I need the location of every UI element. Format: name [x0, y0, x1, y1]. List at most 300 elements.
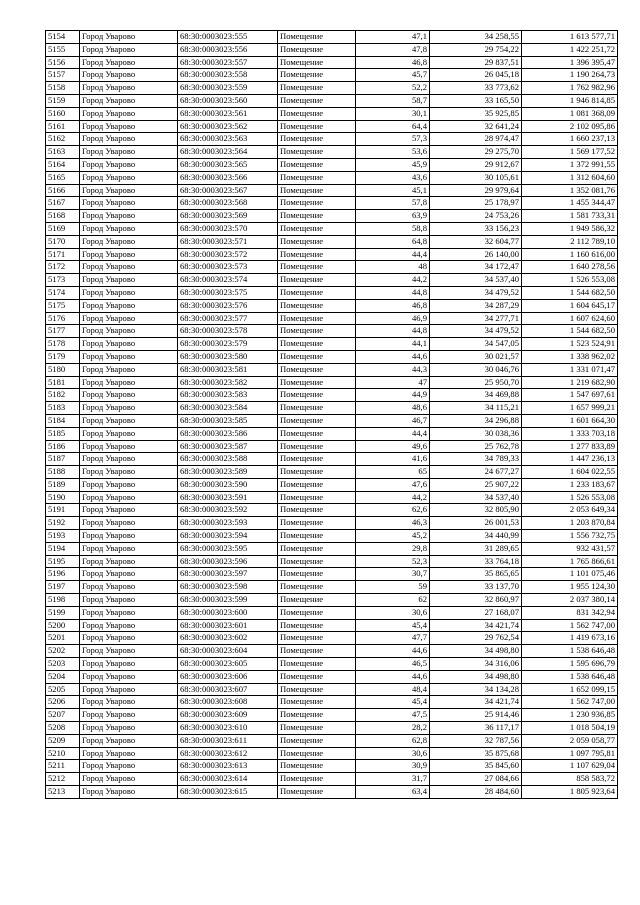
- table-row: [46, 696, 618, 709]
- specific-value-cell: 32 805,90: [430, 504, 522, 517]
- cadastral-number-cell: 68:30:0003023:581: [178, 363, 278, 376]
- object-type-cell: Помещение: [278, 517, 356, 530]
- area-cell: 44,1: [356, 338, 430, 351]
- object-type-cell: Помещение: [278, 120, 356, 133]
- object-type-cell: Помещение: [278, 274, 356, 287]
- area-cell: 45,9: [356, 158, 430, 171]
- cadastral-value-cell: 1 613 577,71: [522, 31, 618, 44]
- area-cell: 41,6: [356, 453, 430, 466]
- cadastral-value-cell: 1 160 616,00: [522, 248, 618, 261]
- object-type-cell: Помещение: [278, 235, 356, 248]
- object-type-cell: Помещение: [278, 594, 356, 607]
- area-cell: 30,1: [356, 107, 430, 120]
- specific-value-cell: 34 537,40: [430, 274, 522, 287]
- cadastral-number-cell: 68:30:0003023:576: [178, 299, 278, 312]
- row-number-cell: 5177: [46, 325, 80, 338]
- district-cell: Город Уварово: [80, 82, 178, 95]
- cadastral-number-cell: 68:30:0003023:571: [178, 235, 278, 248]
- cadastral-number-cell: 68:30:0003023:601: [178, 619, 278, 632]
- cadastral-value-cell: 1 547 697,61: [522, 389, 618, 402]
- table-row: [46, 325, 618, 338]
- district-cell: Город Уварово: [80, 555, 178, 568]
- cadastral-value-cell: 1 277 833,89: [522, 440, 618, 453]
- row-number-cell: 5176: [46, 312, 80, 325]
- object-type-cell: Помещение: [278, 786, 356, 799]
- table-row: [46, 69, 618, 82]
- area-cell: 44,6: [356, 645, 430, 658]
- district-cell: Город Уварово: [80, 235, 178, 248]
- district-cell: Город Уварово: [80, 69, 178, 82]
- table-body: [46, 31, 618, 799]
- area-cell: 48,6: [356, 402, 430, 415]
- cadastral-value-cell: 1 396 395,47: [522, 56, 618, 69]
- object-type-cell: Помещение: [278, 530, 356, 543]
- area-cell: 58,7: [356, 94, 430, 107]
- specific-value-cell: 29 979,64: [430, 184, 522, 197]
- row-number-cell: 5182: [46, 389, 80, 402]
- cadastral-value-cell: 1 601 664,30: [522, 414, 618, 427]
- cadastral-number-cell: 68:30:0003023:612: [178, 747, 278, 760]
- area-cell: 46,8: [356, 56, 430, 69]
- area-cell: 28,2: [356, 722, 430, 735]
- specific-value-cell: 35 865,65: [430, 568, 522, 581]
- object-type-cell: Помещение: [278, 773, 356, 786]
- cadastral-number-cell: 68:30:0003023:573: [178, 261, 278, 274]
- object-type-cell: Помещение: [278, 299, 356, 312]
- row-number-cell: 5189: [46, 478, 80, 491]
- cadastral-value-cell: 2 037 380,14: [522, 594, 618, 607]
- cadastral-number-cell: 68:30:0003023:578: [178, 325, 278, 338]
- row-number-cell: 5154: [46, 31, 80, 44]
- object-type-cell: Помещение: [278, 389, 356, 402]
- object-type-cell: Помещение: [278, 581, 356, 594]
- specific-value-cell: 24 677,27: [430, 466, 522, 479]
- specific-value-cell: 25 907,22: [430, 478, 522, 491]
- object-type-cell: Помещение: [278, 747, 356, 760]
- area-cell: 47,6: [356, 478, 430, 491]
- cadastral-value-cell: 2 053 649,34: [522, 504, 618, 517]
- table-row: [46, 517, 618, 530]
- object-type-cell: Помещение: [278, 133, 356, 146]
- district-cell: Город Уварово: [80, 786, 178, 799]
- table-row: [46, 235, 618, 248]
- object-type-cell: Помещение: [278, 338, 356, 351]
- row-number-cell: 5162: [46, 133, 80, 146]
- area-cell: 62,8: [356, 734, 430, 747]
- specific-value-cell: 32 860,97: [430, 594, 522, 607]
- specific-value-cell: 25 914,46: [430, 709, 522, 722]
- cadastral-value-cell: 1 765 866,61: [522, 555, 618, 568]
- specific-value-cell: 30 021,57: [430, 350, 522, 363]
- specific-value-cell: 33 165,50: [430, 94, 522, 107]
- district-cell: Город Уварово: [80, 338, 178, 351]
- table-row: [46, 299, 618, 312]
- district-cell: Город Уварово: [80, 312, 178, 325]
- district-cell: Город Уварово: [80, 606, 178, 619]
- object-type-cell: Помещение: [278, 670, 356, 683]
- specific-value-cell: 33 773,62: [430, 82, 522, 95]
- row-number-cell: 5200: [46, 619, 80, 632]
- specific-value-cell: 27 168,07: [430, 606, 522, 619]
- area-cell: 46,5: [356, 658, 430, 671]
- district-cell: Город Уварово: [80, 402, 178, 415]
- specific-value-cell: 34 537,40: [430, 491, 522, 504]
- cadastral-value-cell: 1 538 646,48: [522, 645, 618, 658]
- area-cell: 45,4: [356, 619, 430, 632]
- cadastral-number-cell: 68:30:0003023:561: [178, 107, 278, 120]
- district-cell: Город Уварово: [80, 299, 178, 312]
- area-cell: 64,8: [356, 235, 430, 248]
- specific-value-cell: 35 875,68: [430, 747, 522, 760]
- cadastral-value-cell: 1 544 682,50: [522, 286, 618, 299]
- table-row: [46, 43, 618, 56]
- row-number-cell: 5199: [46, 606, 80, 619]
- cadastral-value-cell: 1 569 177,52: [522, 146, 618, 159]
- specific-value-cell: 34 172,47: [430, 261, 522, 274]
- specific-value-cell: 29 912,67: [430, 158, 522, 171]
- cadastral-value-cell: 1 101 075,46: [522, 568, 618, 581]
- cadastral-number-cell: 68:30:0003023:597: [178, 568, 278, 581]
- specific-value-cell: 34 421,74: [430, 696, 522, 709]
- cadastral-value-cell: 1 190 264,73: [522, 69, 618, 82]
- cadastral-value-cell: 1 955 124,30: [522, 581, 618, 594]
- district-cell: Город Уварово: [80, 632, 178, 645]
- cadastral-value-cell: 1 219 682,90: [522, 376, 618, 389]
- row-number-cell: 5194: [46, 542, 80, 555]
- table-row: [46, 568, 618, 581]
- specific-value-cell: 24 753,26: [430, 210, 522, 223]
- row-number-cell: 5161: [46, 120, 80, 133]
- district-cell: Город Уварово: [80, 440, 178, 453]
- table-row: [46, 184, 618, 197]
- table-row: [46, 338, 618, 351]
- district-cell: Город Уварово: [80, 184, 178, 197]
- district-cell: Город Уварово: [80, 261, 178, 274]
- table-row: [46, 734, 618, 747]
- specific-value-cell: 34 479,52: [430, 325, 522, 338]
- object-type-cell: Помещение: [278, 312, 356, 325]
- specific-value-cell: 30 105,61: [430, 171, 522, 184]
- specific-value-cell: 33 156,23: [430, 222, 522, 235]
- cadastral-number-cell: 68:30:0003023:588: [178, 453, 278, 466]
- object-type-cell: Помещение: [278, 146, 356, 159]
- cadastral-number-cell: 68:30:0003023:560: [178, 94, 278, 107]
- cadastral-number-cell: 68:30:0003023:559: [178, 82, 278, 95]
- district-cell: Город Уварово: [80, 414, 178, 427]
- table-row: [46, 747, 618, 760]
- cadastral-value-cell: 1 604 645,17: [522, 299, 618, 312]
- table-row: [46, 619, 618, 632]
- row-number-cell: 5207: [46, 709, 80, 722]
- cadastral-number-cell: 68:30:0003023:592: [178, 504, 278, 517]
- table-row: [46, 158, 618, 171]
- cadastral-value-cell: 1 422 251,72: [522, 43, 618, 56]
- cadastral-value-cell: 1 604 022,55: [522, 466, 618, 479]
- area-cell: 44,9: [356, 389, 430, 402]
- table-row: [46, 146, 618, 159]
- specific-value-cell: 35 845,60: [430, 760, 522, 773]
- district-cell: Город Уварово: [80, 734, 178, 747]
- row-number-cell: 5164: [46, 158, 80, 171]
- cadastral-value-cell: 1 419 673,16: [522, 632, 618, 645]
- row-number-cell: 5192: [46, 517, 80, 530]
- specific-value-cell: 28 484,60: [430, 786, 522, 799]
- area-cell: 46,3: [356, 517, 430, 530]
- cadastral-value-cell: 1 447 236,13: [522, 453, 618, 466]
- object-type-cell: Помещение: [278, 760, 356, 773]
- area-cell: 45,1: [356, 184, 430, 197]
- district-cell: Город Уварово: [80, 286, 178, 299]
- area-cell: 31,7: [356, 773, 430, 786]
- district-cell: Город Уварово: [80, 542, 178, 555]
- table-row: [46, 389, 618, 402]
- cadastral-number-cell: 68:30:0003023:594: [178, 530, 278, 543]
- row-number-cell: 5173: [46, 274, 80, 287]
- row-number-cell: 5206: [46, 696, 80, 709]
- object-type-cell: Помещение: [278, 453, 356, 466]
- object-type-cell: Помещение: [278, 56, 356, 69]
- row-number-cell: 5181: [46, 376, 80, 389]
- cadastral-number-cell: 68:30:0003023:582: [178, 376, 278, 389]
- cadastral-number-cell: 68:30:0003023:572: [178, 248, 278, 261]
- object-type-cell: Помещение: [278, 350, 356, 363]
- specific-value-cell: 30 046,76: [430, 363, 522, 376]
- area-cell: 44,8: [356, 325, 430, 338]
- district-cell: Город Уварово: [80, 466, 178, 479]
- row-number-cell: 5160: [46, 107, 80, 120]
- cadastral-number-cell: 68:30:0003023:598: [178, 581, 278, 594]
- table-row: [46, 760, 618, 773]
- district-cell: Город Уварово: [80, 120, 178, 133]
- object-type-cell: Помещение: [278, 31, 356, 44]
- table-row: [46, 606, 618, 619]
- cadastral-value-cell: 1 657 999,21: [522, 402, 618, 415]
- district-cell: Город Уварово: [80, 670, 178, 683]
- area-cell: 65: [356, 466, 430, 479]
- row-number-cell: 5202: [46, 645, 80, 658]
- row-number-cell: 5163: [46, 146, 80, 159]
- row-number-cell: 5195: [46, 555, 80, 568]
- area-cell: 57,8: [356, 197, 430, 210]
- district-cell: Город Уварово: [80, 43, 178, 56]
- table-row: [46, 632, 618, 645]
- area-cell: 58,8: [356, 222, 430, 235]
- cadastral-value-cell: 1 949 586,32: [522, 222, 618, 235]
- row-number-cell: 5204: [46, 670, 80, 683]
- table-row: [46, 133, 618, 146]
- row-number-cell: 5175: [46, 299, 80, 312]
- district-cell: Город Уварово: [80, 517, 178, 530]
- district-cell: Город Уварово: [80, 325, 178, 338]
- cadastral-value-cell: 1 607 624,60: [522, 312, 618, 325]
- row-number-cell: 5212: [46, 773, 80, 786]
- cadastral-number-cell: 68:30:0003023:565: [178, 158, 278, 171]
- table-row: [46, 312, 618, 325]
- object-type-cell: Помещение: [278, 734, 356, 747]
- area-cell: 30,7: [356, 568, 430, 581]
- cadastral-value-cell: 1 372 991,55: [522, 158, 618, 171]
- table-row: [46, 670, 618, 683]
- object-type-cell: Помещение: [278, 722, 356, 735]
- row-number-cell: 5179: [46, 350, 80, 363]
- area-cell: 47: [356, 376, 430, 389]
- specific-value-cell: 29 275,70: [430, 146, 522, 159]
- cadastral-number-cell: 68:30:0003023:610: [178, 722, 278, 735]
- area-cell: 44,8: [356, 286, 430, 299]
- cadastral-value-cell: 1 595 696,79: [522, 658, 618, 671]
- specific-value-cell: 26 045,18: [430, 69, 522, 82]
- object-type-cell: Помещение: [278, 555, 356, 568]
- area-cell: 43,6: [356, 171, 430, 184]
- area-cell: 46,8: [356, 299, 430, 312]
- district-cell: Город Уварово: [80, 658, 178, 671]
- table-row: [46, 248, 618, 261]
- cadastral-number-cell: 68:30:0003023:569: [178, 210, 278, 223]
- specific-value-cell: 27 084,66: [430, 773, 522, 786]
- table-row: [46, 56, 618, 69]
- area-cell: 64,4: [356, 120, 430, 133]
- cadastral-number-cell: 68:30:0003023:600: [178, 606, 278, 619]
- specific-value-cell: 25 950,70: [430, 376, 522, 389]
- table-row: [46, 542, 618, 555]
- district-cell: Город Уварово: [80, 568, 178, 581]
- row-number-cell: 5184: [46, 414, 80, 427]
- object-type-cell: Помещение: [278, 171, 356, 184]
- row-number-cell: 5166: [46, 184, 80, 197]
- area-cell: 52,3: [356, 555, 430, 568]
- cadastral-value-cell: 1 107 629,04: [522, 760, 618, 773]
- district-cell: Город Уварово: [80, 491, 178, 504]
- object-type-cell: Помещение: [278, 606, 356, 619]
- row-number-cell: 5168: [46, 210, 80, 223]
- cadastral-number-cell: 68:30:0003023:602: [178, 632, 278, 645]
- area-cell: 62: [356, 594, 430, 607]
- row-number-cell: 5187: [46, 453, 80, 466]
- area-cell: 63,4: [356, 786, 430, 799]
- cadastral-number-cell: 68:30:0003023:607: [178, 683, 278, 696]
- specific-value-cell: 30 038,36: [430, 427, 522, 440]
- row-number-cell: 5174: [46, 286, 80, 299]
- area-cell: 44,2: [356, 491, 430, 504]
- cadastral-number-cell: 68:30:0003023:590: [178, 478, 278, 491]
- object-type-cell: Помещение: [278, 376, 356, 389]
- table-row: [46, 363, 618, 376]
- row-number-cell: 5197: [46, 581, 80, 594]
- row-number-cell: 5191: [46, 504, 80, 517]
- specific-value-cell: 34 498,80: [430, 645, 522, 658]
- district-cell: Город Уварово: [80, 645, 178, 658]
- district-cell: Город Уварово: [80, 363, 178, 376]
- cadastral-number-cell: 68:30:0003023:595: [178, 542, 278, 555]
- object-type-cell: Помещение: [278, 414, 356, 427]
- specific-value-cell: 32 641,24: [430, 120, 522, 133]
- cadastral-number-cell: 68:30:0003023:611: [178, 734, 278, 747]
- cadastral-value-cell: 1 352 081,76: [522, 184, 618, 197]
- cadastral-number-cell: 68:30:0003023:568: [178, 197, 278, 210]
- table-row: [46, 82, 618, 95]
- district-cell: Город Уварово: [80, 171, 178, 184]
- cadastral-number-cell: 68:30:0003023:613: [178, 760, 278, 773]
- row-number-cell: 5178: [46, 338, 80, 351]
- district-cell: Город Уварово: [80, 773, 178, 786]
- specific-value-cell: 32 604,77: [430, 235, 522, 248]
- area-cell: 57,3: [356, 133, 430, 146]
- object-type-cell: Помещение: [278, 542, 356, 555]
- table-row: [46, 197, 618, 210]
- row-number-cell: 5205: [46, 683, 80, 696]
- table-row: [46, 414, 618, 427]
- specific-value-cell: 34 134,28: [430, 683, 522, 696]
- object-type-cell: Помещение: [278, 619, 356, 632]
- specific-value-cell: 29 837,51: [430, 56, 522, 69]
- cadastral-value-cell: 1 946 814,85: [522, 94, 618, 107]
- cadastral-number-cell: 68:30:0003023:586: [178, 427, 278, 440]
- row-number-cell: 5186: [46, 440, 80, 453]
- specific-value-cell: 26 140,00: [430, 248, 522, 261]
- table-row: [46, 261, 618, 274]
- area-cell: 47,5: [356, 709, 430, 722]
- cadastral-number-cell: 68:30:0003023:566: [178, 171, 278, 184]
- district-cell: Город Уварово: [80, 389, 178, 402]
- row-number-cell: 5156: [46, 56, 80, 69]
- cadastral-value-cell: 932 431,57: [522, 542, 618, 555]
- specific-value-cell: 34 789,33: [430, 453, 522, 466]
- district-cell: Город Уварово: [80, 146, 178, 159]
- area-cell: 53,6: [356, 146, 430, 159]
- object-type-cell: Помещение: [278, 69, 356, 82]
- district-cell: Город Уварово: [80, 158, 178, 171]
- table-row: [46, 504, 618, 517]
- cadastral-number-cell: 68:30:0003023:593: [178, 517, 278, 530]
- object-type-cell: Помещение: [278, 440, 356, 453]
- specific-value-cell: 34 479,52: [430, 286, 522, 299]
- district-cell: Город Уварово: [80, 594, 178, 607]
- cadastral-value-cell: 2 059 058,77: [522, 734, 618, 747]
- cadastral-value-cell: 1 562 747,00: [522, 696, 618, 709]
- row-number-cell: 5185: [46, 427, 80, 440]
- cadastral-number-cell: 68:30:0003023:599: [178, 594, 278, 607]
- object-type-cell: Помещение: [278, 43, 356, 56]
- row-number-cell: 5209: [46, 734, 80, 747]
- table-row: [46, 120, 618, 133]
- table-row: [46, 722, 618, 735]
- object-type-cell: Помещение: [278, 286, 356, 299]
- cadastral-number-cell: 68:30:0003023:589: [178, 466, 278, 479]
- cadastral-value-cell: 1 526 553,08: [522, 491, 618, 504]
- area-cell: 52,2: [356, 82, 430, 95]
- specific-value-cell: 34 115,21: [430, 402, 522, 415]
- table-row: [46, 478, 618, 491]
- specific-value-cell: 36 117,17: [430, 722, 522, 735]
- specific-value-cell: 34 547,05: [430, 338, 522, 351]
- specific-value-cell: 34 469,88: [430, 389, 522, 402]
- area-cell: 44,3: [356, 363, 430, 376]
- cadastral-number-cell: 68:30:0003023:575: [178, 286, 278, 299]
- object-type-cell: Помещение: [278, 491, 356, 504]
- specific-value-cell: 26 001,53: [430, 517, 522, 530]
- specific-value-cell: 25 178,97: [430, 197, 522, 210]
- cadastral-number-cell: 68:30:0003023:591: [178, 491, 278, 504]
- table-row: [46, 491, 618, 504]
- specific-value-cell: 34 258,55: [430, 31, 522, 44]
- row-number-cell: 5171: [46, 248, 80, 261]
- object-type-cell: Помещение: [278, 696, 356, 709]
- cadastral-value-cell: 1 331 071,47: [522, 363, 618, 376]
- cadastral-number-cell: 68:30:0003023:555: [178, 31, 278, 44]
- cadastral-value-cell: 1 312 604,60: [522, 171, 618, 184]
- district-cell: Город Уварово: [80, 427, 178, 440]
- table-row: [46, 466, 618, 479]
